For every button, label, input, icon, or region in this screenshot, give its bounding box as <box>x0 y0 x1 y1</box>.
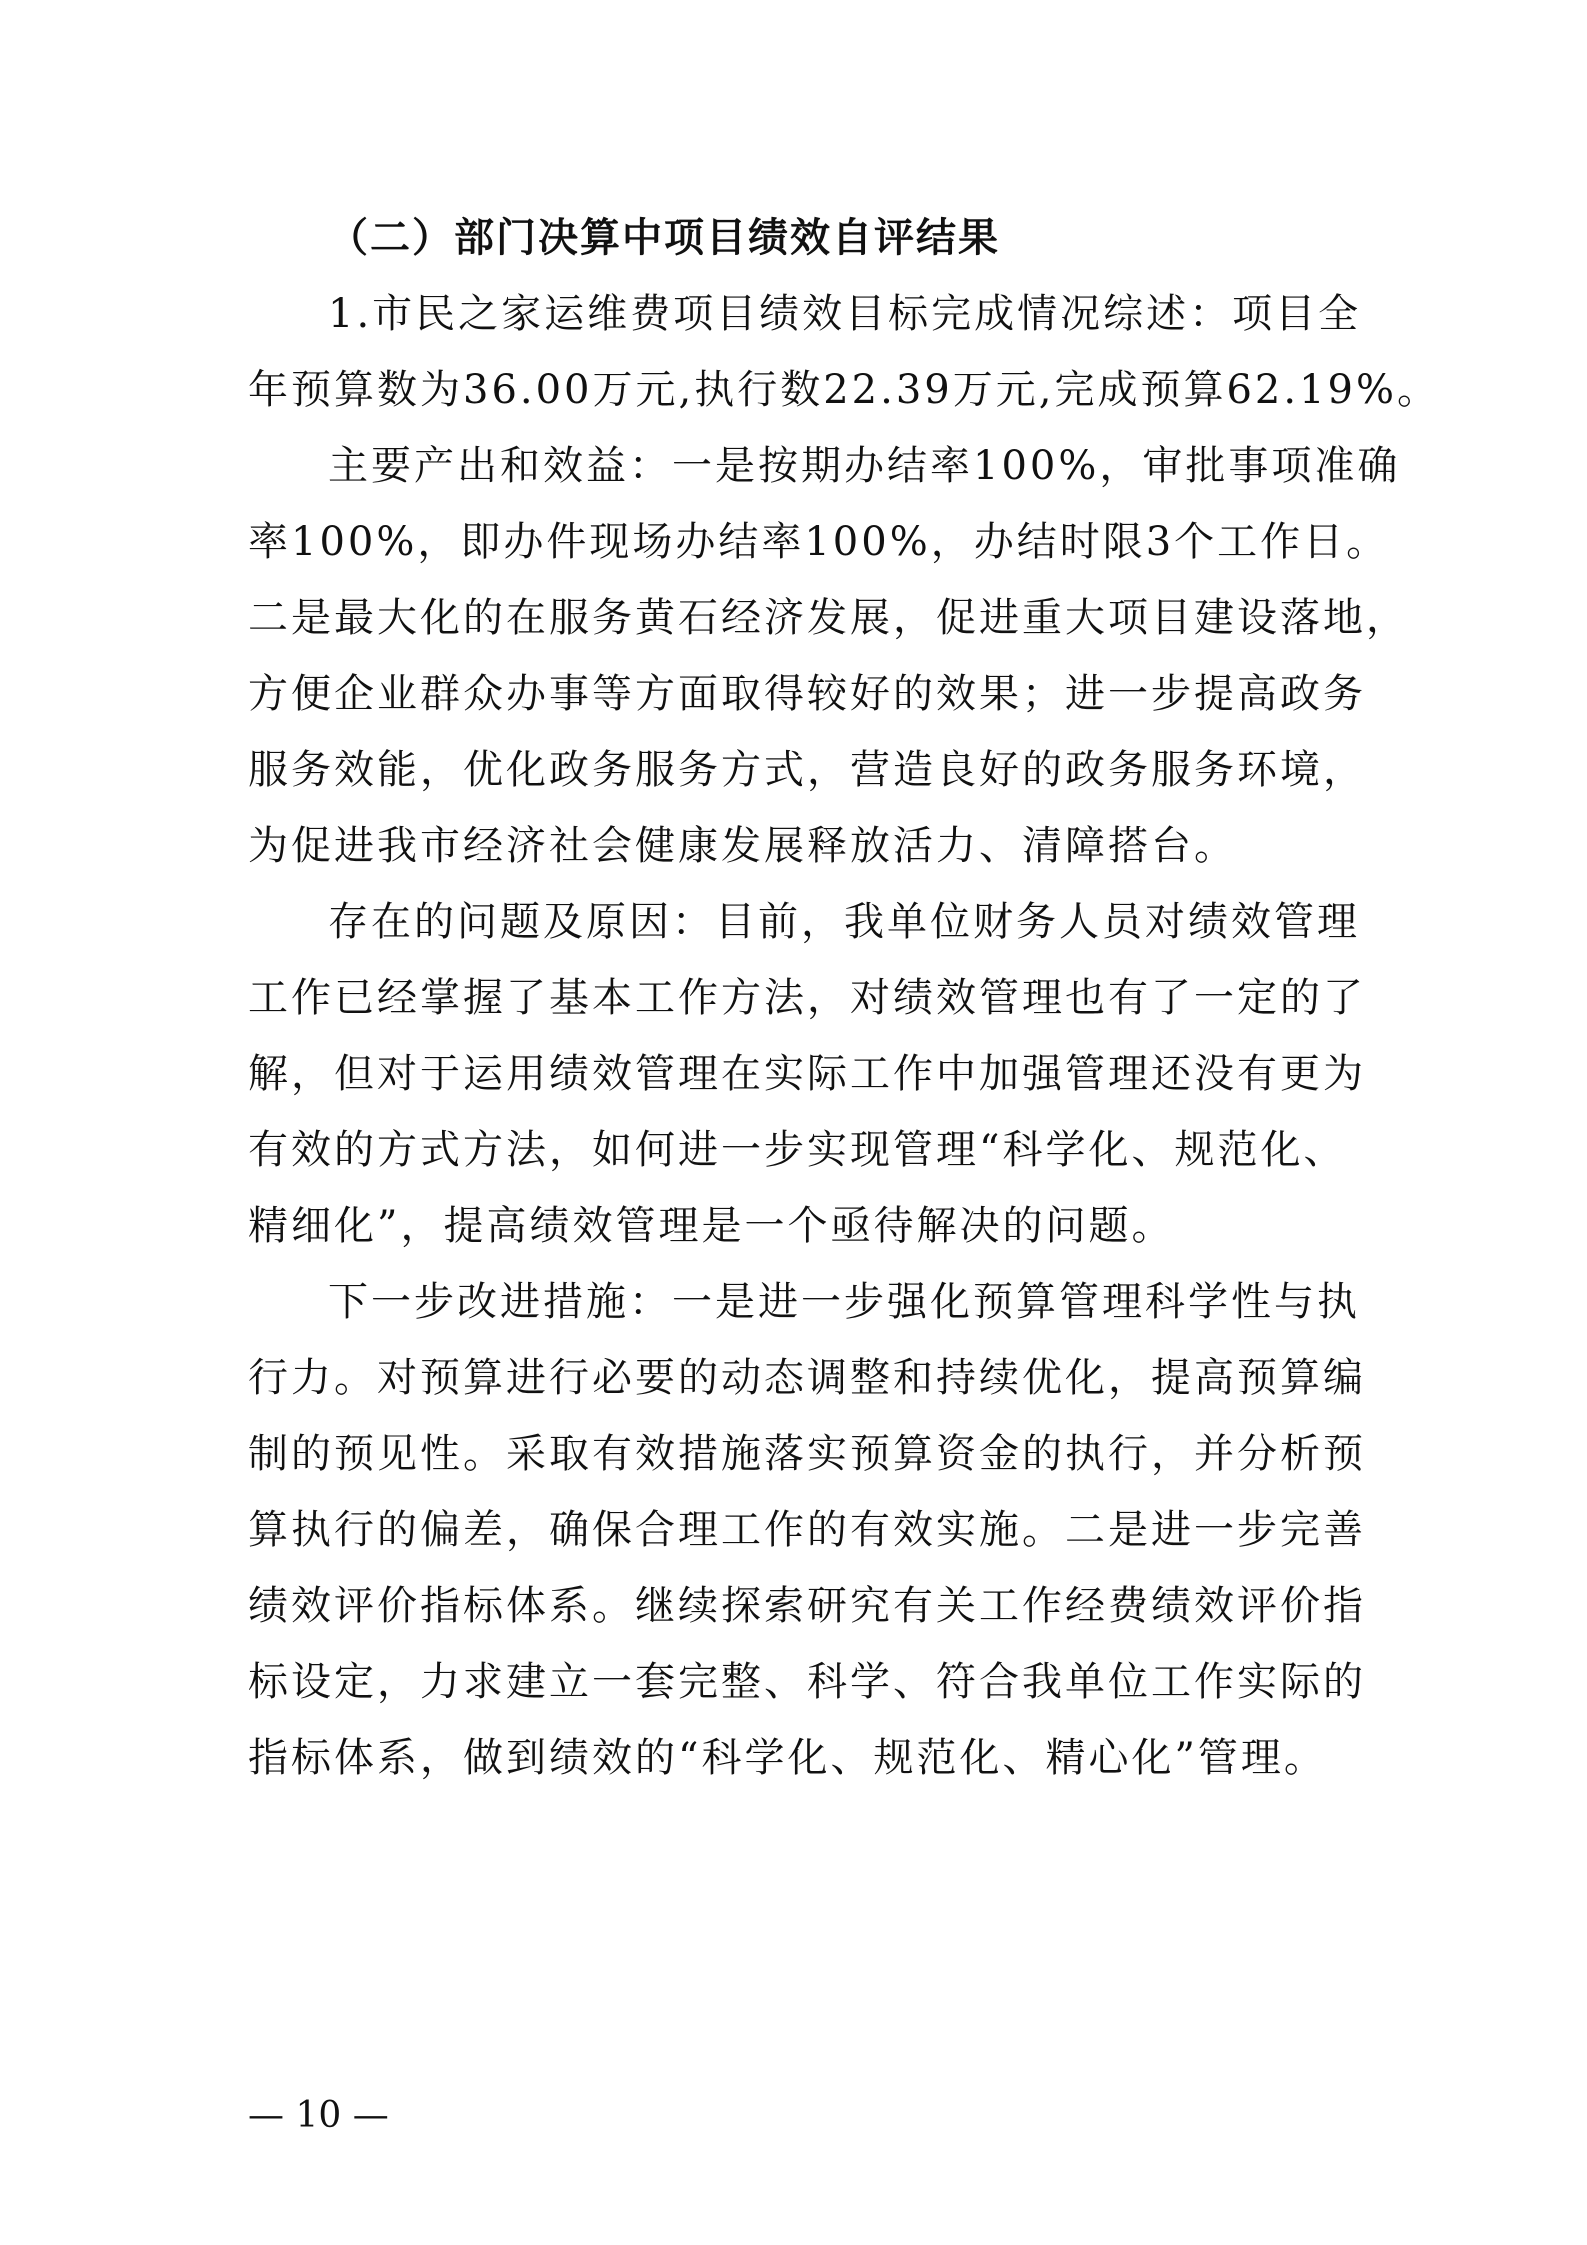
paragraph-line: 精细化”，提高绩效管理是一个亟待解决的问题。 <box>248 1203 1175 1249</box>
section-heading: （二）部门决算中项目绩效自评结果 <box>328 214 1000 261</box>
paragraph-line: 二是最大化的在服务黄石经济发展，促进重大项目建设落地， <box>248 595 1409 641</box>
paragraph-problems <box>248 884 1366 1264</box>
page-number: — 10 — <box>248 2095 389 2136</box>
paragraph-line: 方便企业群众办事等方面取得较好的效果；进一步提高政务 <box>248 671 1366 717</box>
paragraph-line: 制的预见性。采取有效措施落实预算资金的执行，并分析预 <box>248 1431 1366 1477</box>
paragraph-line: 年预算数为36.00万元,执行数22.39万元,完成预算62.19%。 <box>248 367 1440 413</box>
paragraph-line: 工作已经掌握了基本工作方法，对绩效管理也有了一定的了 <box>248 975 1366 1021</box>
paragraph-line: 行力。对预算进行必要的动态调整和持续优化，提高预算编 <box>248 1355 1366 1401</box>
paragraph-summary <box>248 276 1440 428</box>
paragraph-outputs <box>248 428 1409 884</box>
paragraph-line: 标设定，力求建立一套完整、科学、符合我单位工作实际的 <box>248 1659 1366 1705</box>
paragraph-line: 服务效能，优化政务服务方式，营造良好的政务服务环境， <box>248 747 1366 793</box>
paragraph-line: 为促进我市经济社会健康发展释放活力、清障搭台。 <box>248 823 1237 869</box>
paragraph-line: 主要产出和效益：一是按期办结率100%，审批事项准确 <box>328 443 1401 489</box>
paragraph-line: 绩效评价指标体系。继续探索研究有关工作经费绩效评价指 <box>248 1583 1366 1629</box>
paragraph-line: 指标体系，做到绩效的“科学化、规范化、精心化”管理。 <box>248 1735 1327 1781</box>
paragraph-line: 存在的问题及原因：目前，我单位财务人员对绩效管理 <box>328 899 1360 945</box>
paragraph-line: 率100%，即办件现场办结率100%，办结时限3个工作日。 <box>248 519 1390 565</box>
paragraph-line: 有效的方式方法，如何进一步实现管理“科学化、规范化、 <box>248 1127 1347 1173</box>
paragraph-line: 1.市民之家运维费项目绩效目标完成情况综述：项目全 <box>328 291 1362 337</box>
paragraph-improvements <box>248 1264 1366 1796</box>
paragraph-line: 解，但对于运用绩效管理在实际工作中加强管理还没有更为 <box>248 1051 1366 1097</box>
paragraph-line: 下一步改进措施：一是进一步强化预算管理科学性与执 <box>328 1279 1360 1325</box>
paragraph-line: 算执行的偏差，确保合理工作的有效实施。二是进一步完善 <box>248 1507 1366 1553</box>
